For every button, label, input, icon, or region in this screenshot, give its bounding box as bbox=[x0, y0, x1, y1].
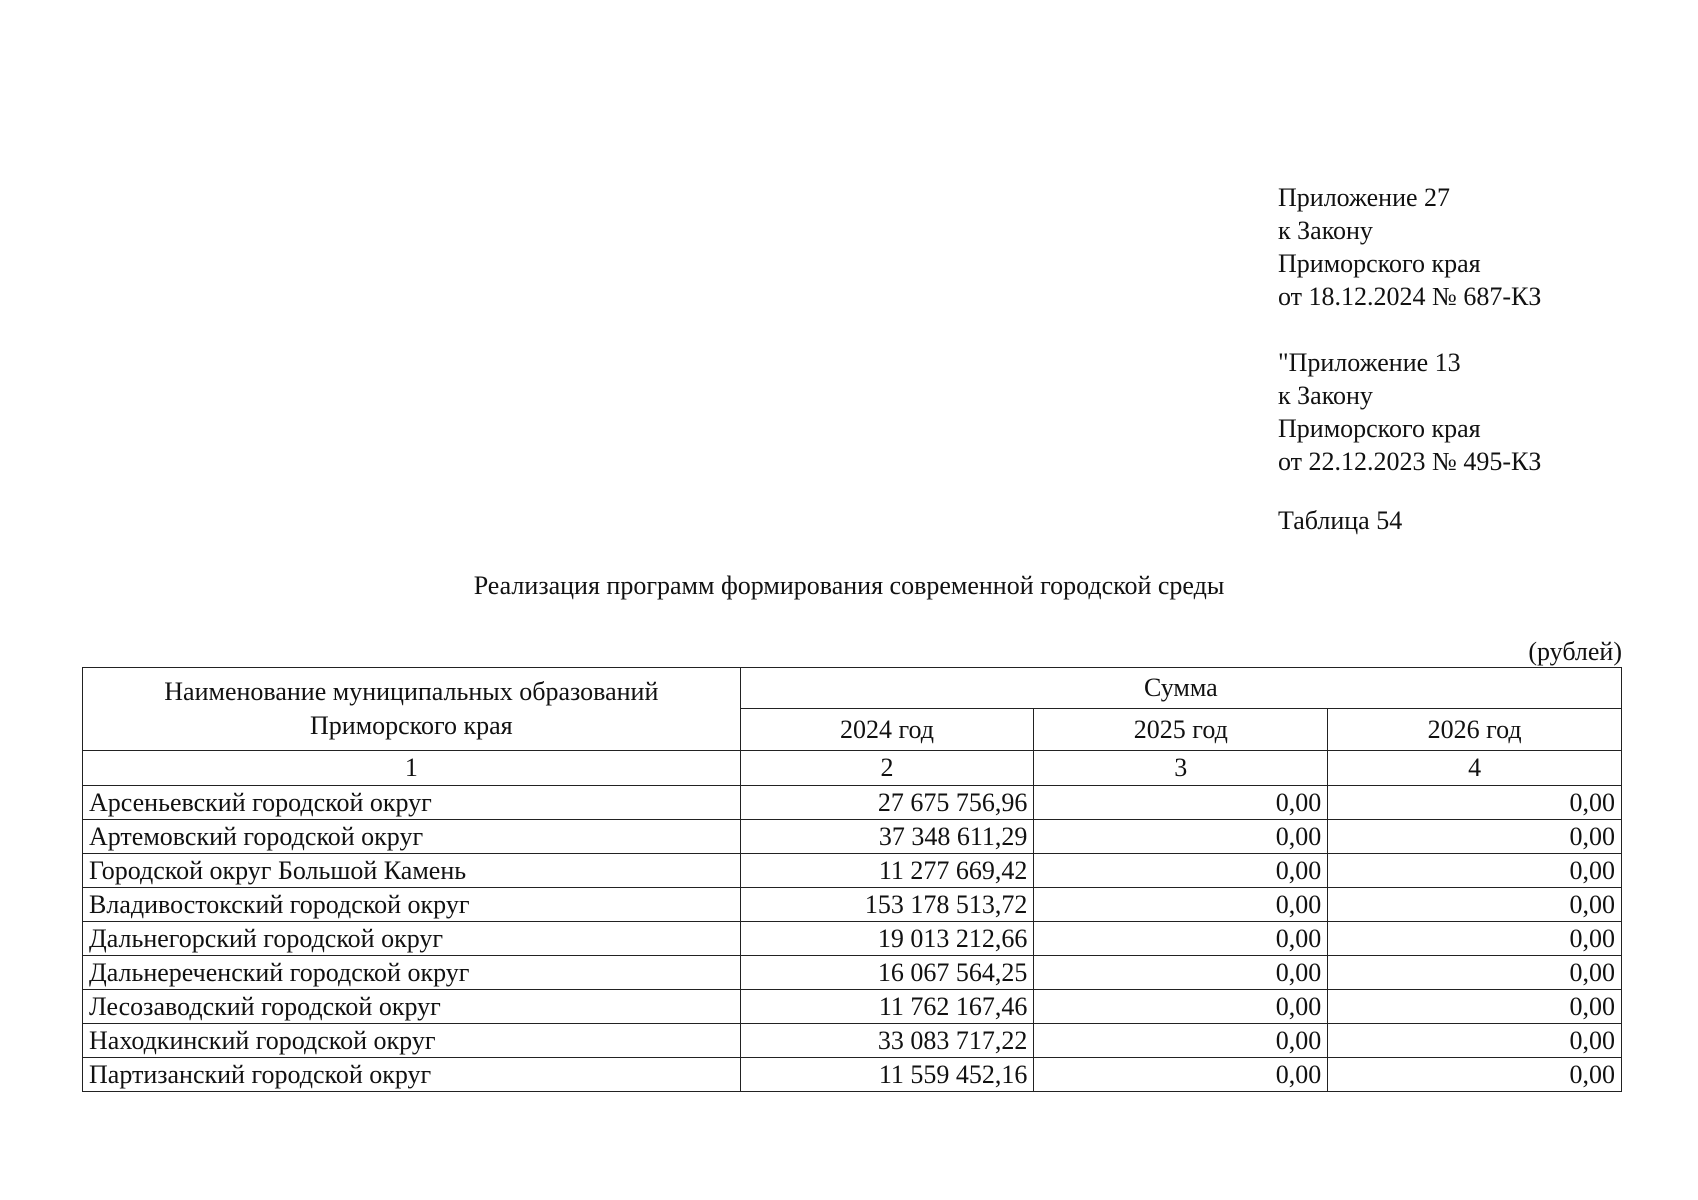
amount-2024: 27 675 756,96 bbox=[740, 786, 1034, 820]
amount-2026: 0,00 bbox=[1328, 854, 1622, 888]
amount-2024: 11 277 669,42 bbox=[740, 854, 1034, 888]
table-row bbox=[83, 990, 1622, 1024]
municipality-name: Дальнегорский городской округ bbox=[83, 922, 741, 956]
amount-2026: 0,00 bbox=[1328, 1024, 1622, 1058]
column-number-row bbox=[83, 751, 1622, 786]
amount-2025: 0,00 bbox=[1034, 922, 1328, 956]
header-year-2026: 2026 год bbox=[1328, 709, 1622, 751]
table-row bbox=[83, 888, 1622, 922]
municipality-name: Городской округ Большой Камень bbox=[83, 854, 741, 888]
amount-2025: 0,00 bbox=[1034, 854, 1328, 888]
appendix-number: Приложение 27 bbox=[1278, 183, 1451, 212]
appendix-region: Приморского края bbox=[1278, 249, 1481, 278]
table-row bbox=[83, 854, 1622, 888]
table-row bbox=[83, 956, 1622, 990]
document-title: Реализация программ формирования современной городской среды bbox=[473, 571, 1225, 600]
appendix-law-date: от 18.12.2024 № 687-КЗ bbox=[1278, 282, 1542, 311]
amount-2025: 0,00 bbox=[1034, 1024, 1328, 1058]
amount-2025: 0,00 bbox=[1034, 786, 1328, 820]
amount-2024: 33 083 717,22 bbox=[740, 1024, 1034, 1058]
municipality-name: Находкинский городской округ bbox=[83, 1024, 741, 1058]
amount-2025: 0,00 bbox=[1034, 990, 1328, 1024]
amended-appendix-law-date: от 22.12.2023 № 495-КЗ bbox=[1278, 447, 1542, 476]
header-year-2024: 2024 год bbox=[740, 709, 1034, 751]
header-municipality-line1: Наименование муниципальных образований bbox=[164, 677, 659, 706]
amount-2025: 0,00 bbox=[1034, 820, 1328, 854]
header-year-2025: 2025 год bbox=[1034, 709, 1328, 751]
table-row bbox=[83, 1058, 1622, 1092]
column-number: 1 bbox=[83, 751, 741, 786]
header-sum: Сумма bbox=[740, 668, 1621, 709]
municipality-name: Артемовский городской округ bbox=[83, 820, 741, 854]
municipality-name: Арсеньевский городской округ bbox=[83, 786, 741, 820]
municipality-name: Владивостокский городской округ bbox=[83, 888, 741, 922]
amended-appendix-law-ref: к Закону bbox=[1278, 381, 1373, 410]
amount-2026: 0,00 bbox=[1328, 956, 1622, 990]
table-label: Таблица 54 bbox=[1278, 506, 1403, 535]
amended-appendix-region: Приморского края bbox=[1278, 414, 1481, 443]
amount-2026: 0,00 bbox=[1328, 990, 1622, 1024]
amount-2024: 11 762 167,46 bbox=[740, 990, 1034, 1024]
amount-2026: 0,00 bbox=[1328, 1058, 1622, 1092]
column-number: 4 bbox=[1328, 751, 1622, 786]
appendix-law-ref: к Закону bbox=[1278, 216, 1373, 245]
appendix-header bbox=[1278, 181, 1541, 478]
amount-2026: 0,00 bbox=[1328, 922, 1622, 956]
currency-unit: (рублей) bbox=[1528, 637, 1622, 666]
column-number: 3 bbox=[1034, 751, 1328, 786]
municipality-name: Лесозаводский городской округ bbox=[83, 990, 741, 1024]
budget-table bbox=[82, 667, 1622, 1092]
amount-2026: 0,00 bbox=[1328, 820, 1622, 854]
municipality-name: Партизанский городской округ bbox=[83, 1058, 741, 1092]
table-row bbox=[83, 1024, 1622, 1058]
header-municipality-line2: Приморского края bbox=[310, 711, 513, 740]
table-row bbox=[83, 820, 1622, 854]
amount-2026: 0,00 bbox=[1328, 786, 1622, 820]
amount-2024: 11 559 452,16 bbox=[740, 1058, 1034, 1092]
municipality-name: Дальнереченский городской округ bbox=[83, 956, 741, 990]
amount-2025: 0,00 bbox=[1034, 888, 1328, 922]
amount-2026: 0,00 bbox=[1328, 888, 1622, 922]
amount-2025: 0,00 bbox=[1034, 956, 1328, 990]
column-number: 2 bbox=[740, 751, 1034, 786]
amended-appendix-number: "Приложение 13 bbox=[1278, 348, 1461, 377]
table-row bbox=[83, 786, 1622, 820]
header-municipality bbox=[83, 668, 741, 751]
amount-2025: 0,00 bbox=[1034, 1058, 1328, 1092]
amount-2024: 153 178 513,72 bbox=[740, 888, 1034, 922]
table-row bbox=[83, 922, 1622, 956]
amount-2024: 16 067 564,25 bbox=[740, 956, 1034, 990]
amount-2024: 37 348 611,29 bbox=[740, 820, 1034, 854]
amount-2024: 19 013 212,66 bbox=[740, 922, 1034, 956]
